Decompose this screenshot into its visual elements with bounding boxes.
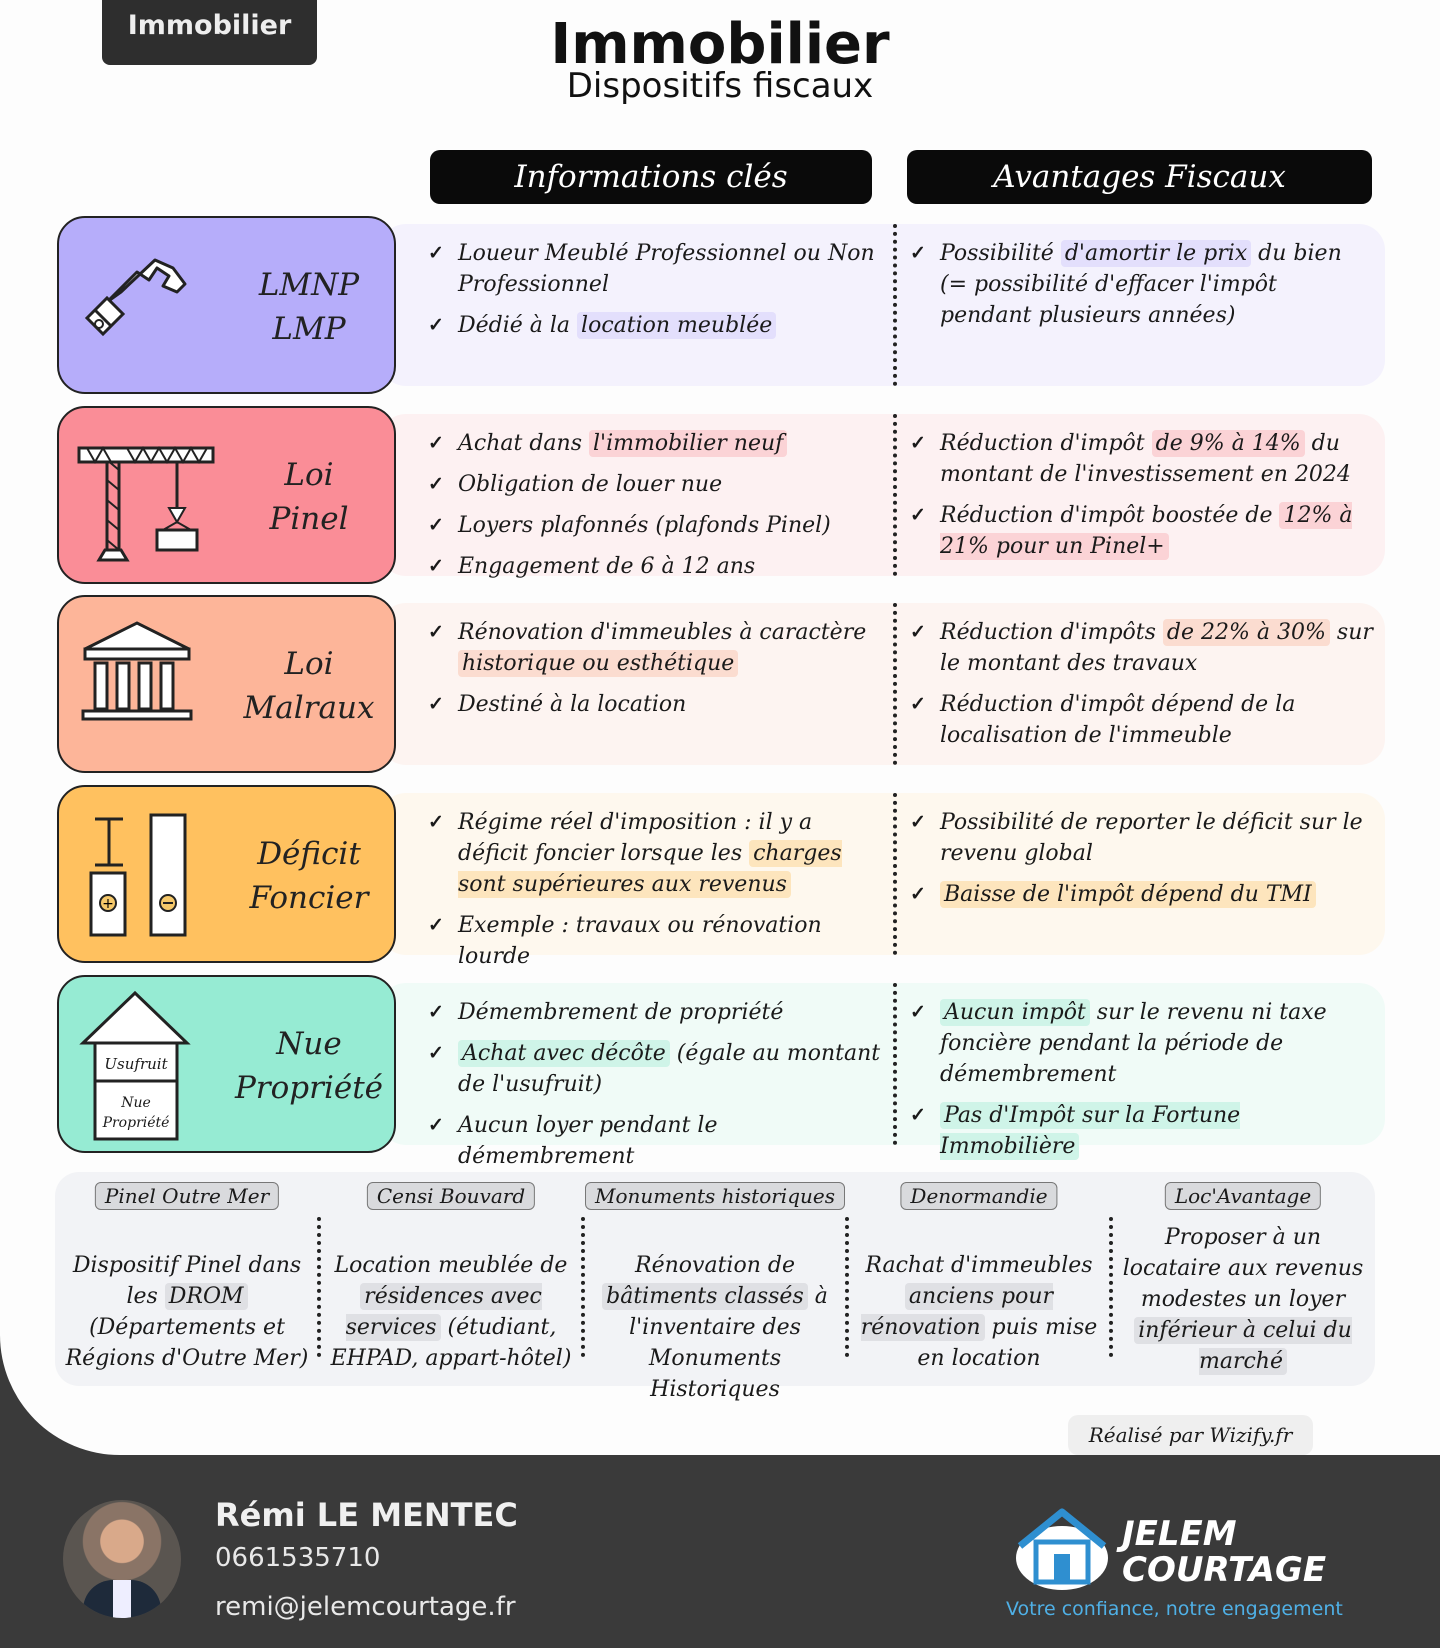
key-info-list — [428, 997, 883, 1182]
house-logo-icon — [1012, 1498, 1117, 1593]
highlight: résidences avec services — [345, 1284, 542, 1340]
other-scheme-description: Location meublée de résidences avec services (étudiant, EHPAD, appart-hôtel) — [330, 1253, 572, 1371]
contact-phone[interactable]: 0661535710 — [215, 1543, 381, 1573]
key-info-item: ✓ Exemple : travaux ou rénovation lourde — [428, 910, 883, 972]
tax-advantage-item — [910, 1100, 1375, 1162]
scheme-row — [0, 975, 1440, 1169]
tax-advantages-list — [910, 997, 1375, 1172]
scheme-label-card — [57, 216, 396, 394]
contact-name: Rémi LE MENTEC — [215, 1496, 518, 1534]
house-usufruit-label: Usufruit — [104, 1055, 168, 1073]
avatar — [63, 1500, 181, 1618]
key-info-item: ✓ Démembrement de propriété — [428, 997, 883, 1028]
highlight: Aucun impôt — [940, 999, 1090, 1026]
highlight: bâtiments classés — [602, 1283, 808, 1310]
other-scheme-tag: Monuments historiques — [585, 1182, 845, 1210]
other-scheme-description: Dispositif Pinel dans les DROM (Départements et Régions d'Outre Mer) — [65, 1253, 309, 1371]
highlight: 12% à 21% pour un Pinel+ — [940, 503, 1353, 559]
scheme-row — [0, 595, 1440, 773]
other-scheme-divider — [845, 1217, 849, 1357]
other-scheme-description: Rachat d'immeubles anciens pour rénovation puis mise en location — [860, 1253, 1098, 1371]
scheme-label-card — [57, 785, 396, 963]
other-scheme-item — [583, 1172, 847, 1402]
other-scheme-tag: Pinel Outre Mer — [95, 1182, 279, 1210]
other-scheme-item — [319, 1172, 583, 1386]
tax-advantages-list — [910, 428, 1375, 572]
house-icon — [77, 985, 193, 1149]
other-scheme-item — [1111, 1172, 1375, 1386]
key-info-list — [428, 807, 883, 982]
key-info-item: ✓ Engagement de 6 à 12 ans — [428, 551, 883, 582]
other-scheme-divider — [581, 1217, 585, 1357]
key-info-item: ✓ Destiné à la location — [428, 689, 883, 720]
scheme-name: Déficit Foncier — [249, 836, 369, 916]
highlight: location meublée — [577, 312, 776, 339]
column-divider — [893, 224, 897, 386]
other-schemes-panel — [55, 1172, 1375, 1402]
other-scheme-tag: Censi Bouvard — [367, 1182, 535, 1210]
key-info-list — [428, 617, 883, 730]
highlight: charges sont supérieures aux revenus — [458, 841, 842, 897]
tax-advantage-item: ✓ Aucun impôt sur le revenu ni taxe foncière pendant la période de démembrement — [910, 997, 1375, 1090]
scheme-row — [0, 785, 1440, 969]
other-scheme-item — [847, 1172, 1111, 1386]
key-info-item: ✓ Obligation de louer nue — [428, 469, 883, 500]
tax-advantages-list — [910, 807, 1375, 920]
key-info-list — [428, 428, 883, 592]
highlight: Achat avec décôte — [458, 1040, 670, 1067]
key-info-item: ✓ Aucun loyer pendant le démembrement — [428, 1110, 883, 1172]
brand-name: JELEM COURTAGE — [1122, 1514, 1327, 1590]
highlight: DROM — [165, 1283, 248, 1310]
column-divider — [893, 414, 897, 576]
highlight: inférieur à celui du marché — [1134, 1317, 1352, 1375]
scheme-label-card — [57, 595, 396, 773]
scheme-label-card — [57, 975, 396, 1153]
column-divider — [893, 983, 897, 1145]
scheme-name: Loi Malraux — [243, 646, 375, 726]
scheme-row — [0, 406, 1440, 584]
brand-tagline: Votre confiance, notre engagement — [1006, 1598, 1343, 1620]
tax-advantage-item: ✓ Réduction d'impôt boostée de 12% à 21% pour un Pinel+ — [910, 500, 1375, 562]
key-info-item: ✓ Régime réel d'imposition : il y a déficit foncier lorsque les charges sont supérieures aux revenus — [428, 807, 883, 900]
other-scheme-description: Proposer à un locataire aux revenus modestes un loyer inférieur à celui du marché — [1122, 1225, 1364, 1374]
column-header-info: Informations clés — [430, 150, 872, 204]
monument-icon — [77, 619, 197, 733]
column-divider — [893, 603, 897, 765]
scheme-name: Nue Propriété — [234, 1026, 384, 1106]
scheme-label-card — [57, 406, 396, 584]
tax-advantage-item — [910, 879, 1375, 910]
key-info-item: ✓ Rénovation d'immeubles à caractère historique ou esthétique — [428, 617, 883, 679]
column-header-advantages: Avantages Fiscaux — [907, 150, 1372, 204]
highlight: anciens pour rénovation — [860, 1284, 1054, 1340]
tax-advantage-item: ✓ Possibilité de reporter le déficit sur le revenu global — [910, 807, 1375, 869]
house-nue-propriete-label: Nue Propriété — [102, 1095, 170, 1131]
scheme-name: Loi Pinel — [269, 457, 349, 537]
category-tag: Immobilier — [102, 0, 317, 65]
other-scheme-item — [55, 1172, 319, 1386]
key-info-item: ✓ Dédié à la location meublée — [428, 310, 883, 341]
highlight: Pas d'Impôt sur la Fortune Immobilière — [940, 1103, 1241, 1159]
tax-advantage-item: ✓ Réduction d'impôts de 22% à 30% sur le montant des travaux — [910, 617, 1375, 679]
highlight: Baisse de l'impôt dépend du TMI — [940, 881, 1316, 908]
svg-text:+: + — [102, 896, 114, 912]
tax-advantages-list — [910, 617, 1375, 761]
highlight: l'immobilier neuf — [589, 430, 787, 457]
tax-advantage-item: ✓ Possibilité d'amortir le prix du bien (= possibilité d'effacer l'impôt pendant plusieurs années) — [910, 238, 1375, 331]
tax-advantages-list — [910, 238, 1375, 341]
page-subtitle: Dispositifs fiscaux — [566, 66, 874, 106]
scheme-name: LMNP LMP — [258, 267, 360, 347]
credit-badge: Réalisé par Wizify.fr — [1068, 1415, 1313, 1455]
other-scheme-divider — [1109, 1217, 1113, 1357]
highlight: de 9% à 14% — [1152, 430, 1305, 457]
balance-icon — [77, 809, 207, 943]
key-info-item: ✓ Achat avec décôte (égale au montant de l'usufruit) — [428, 1038, 883, 1100]
key-info-item: ✓ Loueur Meublé Professionnel ou Non Professionnel — [428, 238, 883, 300]
column-divider — [893, 793, 897, 955]
highlight: de 22% à 30% — [1163, 619, 1330, 646]
page-title: Immobilier — [550, 12, 890, 77]
contact-email[interactable]: remi@jelemcourtage.fr — [215, 1592, 516, 1622]
key-icon — [77, 240, 197, 344]
other-scheme-tag: Denormandie — [900, 1182, 1057, 1210]
other-scheme-description: Rénovation de bâtiments classés à l'inventaire des Monuments Historiques — [587, 1250, 843, 1405]
highlight: historique ou esthétique — [458, 650, 738, 677]
other-scheme-divider — [317, 1217, 321, 1357]
highlight: d'amortir le prix — [1061, 240, 1251, 267]
other-scheme-tag: Loc'Avantage — [1165, 1182, 1321, 1210]
key-info-list — [428, 238, 883, 351]
tax-advantage-item: ✓ Réduction d'impôt dépend de la localisation de l'immeuble — [910, 689, 1375, 751]
crane-icon — [77, 430, 217, 574]
key-info-item: ✓ Achat dans l'immobilier neuf — [428, 428, 883, 459]
scheme-row — [0, 216, 1440, 394]
key-info-item: ✓ Loyers plafonnés (plafonds Pinel) — [428, 510, 883, 541]
tax-advantage-item: ✓ Réduction d'impôt de 9% à 14% du montant de l'investissement en 2024 — [910, 428, 1375, 490]
